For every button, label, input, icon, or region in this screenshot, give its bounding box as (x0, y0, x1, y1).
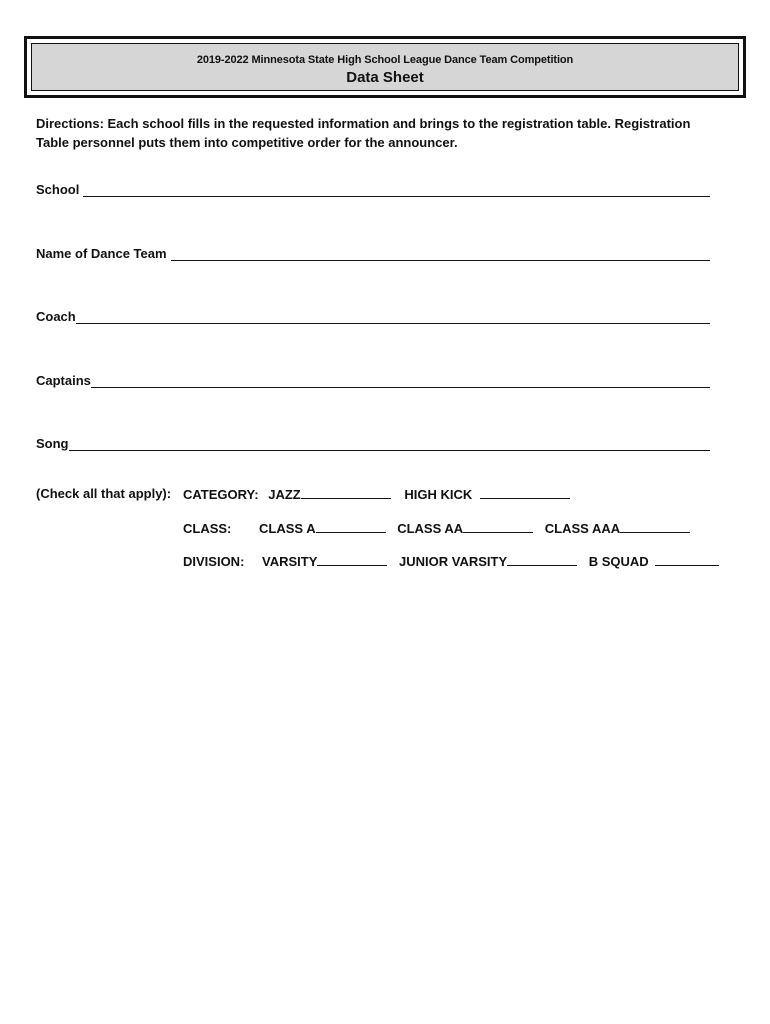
high-kick-checkbox[interactable] (480, 486, 570, 499)
form-title: Data Sheet (346, 69, 424, 86)
class-row (183, 520, 696, 536)
school-label: School (36, 182, 80, 197)
class-aa-checkbox[interactable] (463, 520, 533, 533)
coach-field[interactable] (36, 309, 710, 324)
category-row (183, 486, 576, 502)
form-header (24, 36, 746, 98)
form-header-inner (31, 43, 739, 91)
song-field[interactable] (36, 436, 710, 451)
junior-varsity-checkbox[interactable] (507, 553, 577, 566)
coach-label: Coach (36, 309, 76, 324)
class-aaa-checkbox[interactable] (620, 520, 690, 533)
directions-text: Directions: Each school fills in the requested information and brings to the registration table. Registration Table personnel puts them into competitive order for the announcer. (36, 116, 691, 150)
coach-line[interactable] (76, 309, 710, 324)
category-label: CATEGORY: (183, 487, 259, 502)
jazz-label: JAZZ (268, 487, 301, 502)
varsity-checkbox[interactable] (317, 553, 387, 566)
class-a-label: CLASS A (259, 521, 316, 536)
division-label: DIVISION: (183, 554, 245, 569)
high-kick-label: HIGH KICK (404, 487, 473, 502)
dance-team-label: Name of Dance Team (36, 246, 167, 261)
check-prompt: (Check all that apply): (36, 486, 172, 501)
song-label: Song (36, 436, 69, 451)
captains-label: Captains (36, 373, 91, 388)
dance-team-field[interactable] (36, 246, 710, 261)
jazz-checkbox[interactable] (301, 486, 391, 499)
dance-team-line[interactable] (171, 246, 710, 261)
division-row (183, 553, 725, 569)
class-label: CLASS: (183, 521, 232, 536)
school-field[interactable] (36, 182, 710, 197)
captains-field[interactable] (36, 373, 710, 388)
class-aaa-label: CLASS AAA (544, 521, 621, 536)
captains-line[interactable] (91, 373, 710, 388)
class-aa-label: CLASS AA (397, 521, 464, 536)
form-subtitle: 2019-2022 Minnesota State High School League Dance Team Competition (196, 54, 574, 66)
class-a-checkbox[interactable] (316, 520, 386, 533)
school-line[interactable] (83, 182, 710, 197)
song-line[interactable] (69, 436, 711, 451)
junior-varsity-label: JUNIOR VARSITY (399, 554, 508, 569)
b-squad-label: B SQUAD (588, 554, 649, 569)
varsity-label: VARSITY (262, 554, 318, 569)
b-squad-checkbox[interactable] (655, 553, 719, 566)
